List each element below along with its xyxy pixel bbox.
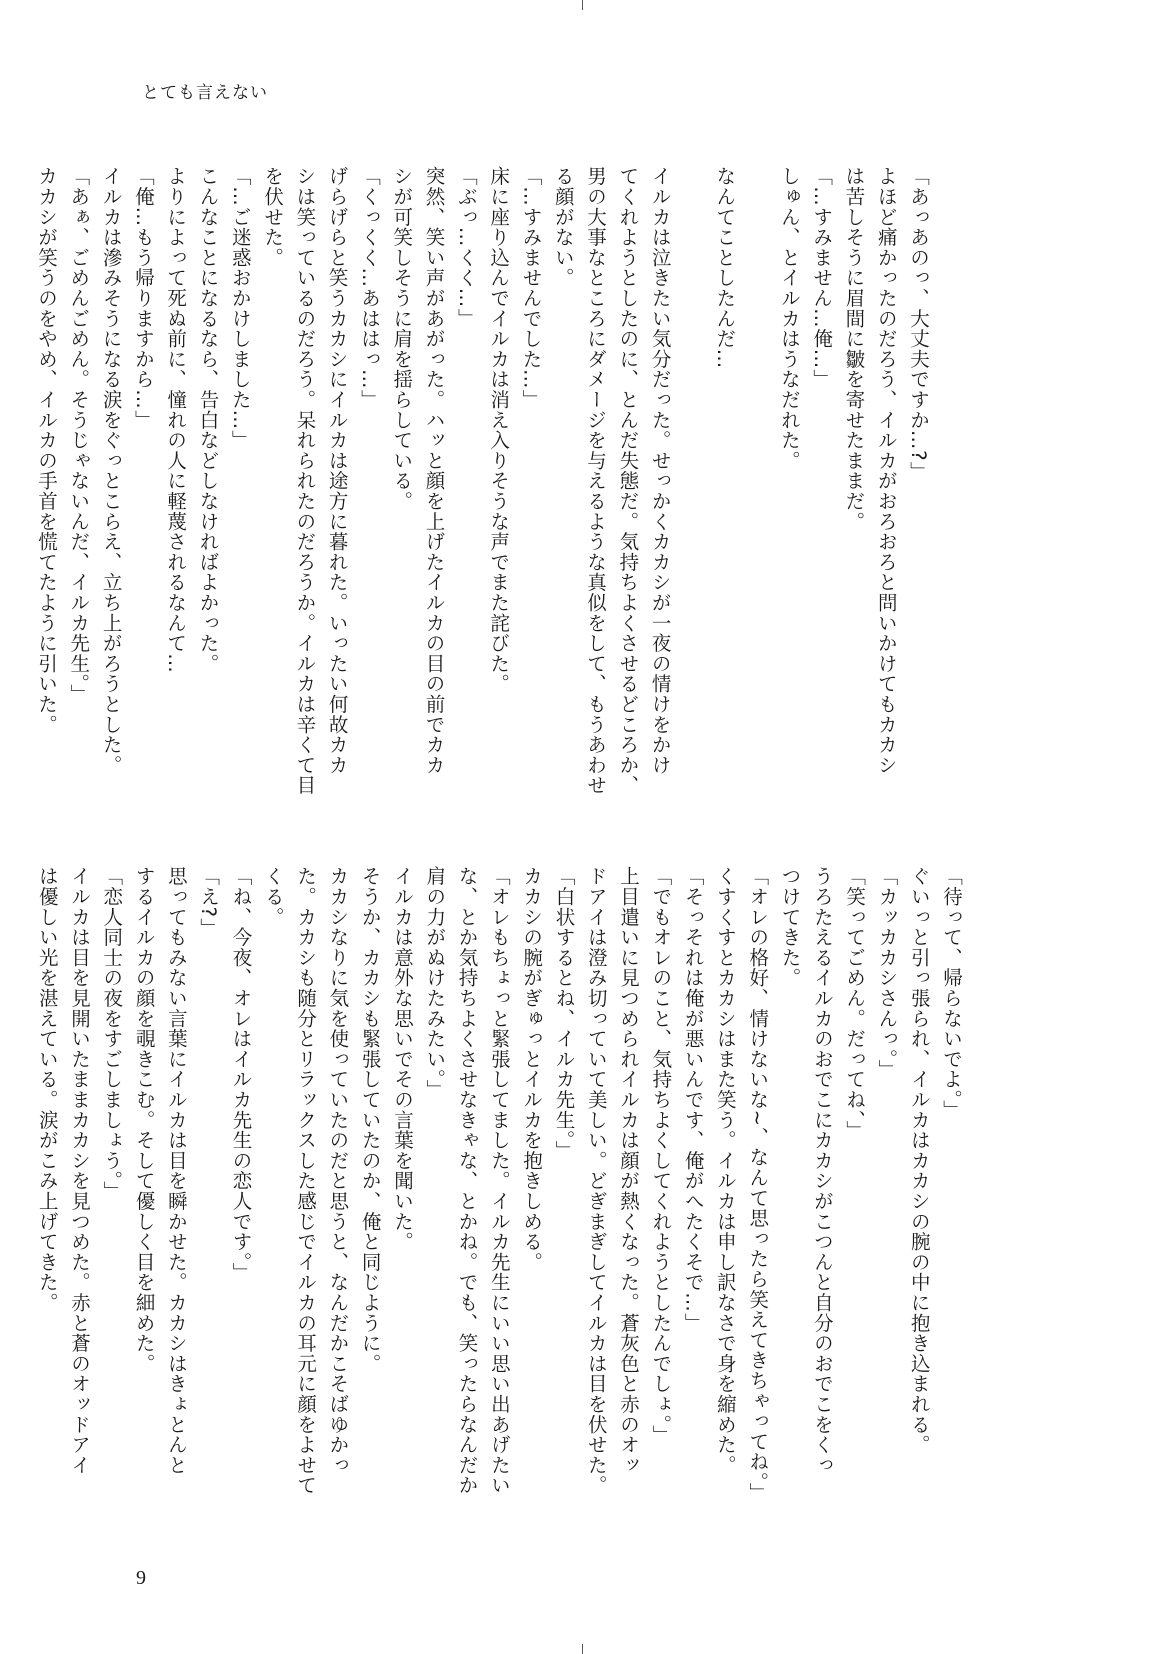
text-line: 「でもオレのこと、気持ちよくしてくれようとしたんでしょ。」 [649, 866, 673, 1445]
text-line: 「え?」 [197, 866, 221, 939]
text-line: 「あぁ、ごめんごめん。そうじゃないんだ、イルカ先生。」 [67, 166, 91, 705]
text-line: くすくすとカカシはまた笑う。イルカは申し訳なさで身を縮めた。 [713, 866, 737, 1475]
text-line: カカシなりに気を使っていたのだと思うと、なんだかこそばゆかっ [326, 866, 350, 1475]
text-line: つけてきた。 [778, 866, 802, 988]
page-number: 9 [136, 1567, 146, 1589]
paragraph-group-bottom [30, 866, 967, 1506]
running-header: とても言えない [142, 83, 268, 103]
text-line: イルカは意外な思いでその言葉を聞いた。 [390, 866, 414, 1252]
text-line: は苦しそうに眉間に皺を寄せたままだ。 [842, 166, 866, 532]
text-line: 「ぶっ…くく…」 [454, 166, 478, 329]
text-line: 「カッカカシさんっ。」 [875, 866, 899, 1080]
text-line: シが可笑しそうに肩を揺らしている。 [390, 166, 414, 512]
text-line: げらげらと笑うカカシにイルカは途方に暮れた。いったい何故カカ [325, 166, 349, 775]
paragraph-group-b [708, 166, 740, 766]
text-line: 「あっあのっ、大丈夫ですか…?」 [907, 166, 930, 482]
text-line: イルカは滲みそうになる涙をぐっとこらえ、立ち上がろうとした。 [99, 166, 123, 775]
text-line: よほど痛かったのだろう、イルカがおろおろと問いかけてもカカシ [874, 166, 898, 775]
text-line: 「笑ってごめん。だってね、」 [843, 866, 867, 1141]
text-line: カカシが笑うのをやめ、イルカの手首を慌てたように引いた。 [34, 166, 58, 735]
text-line: くる。 [261, 866, 285, 927]
text-line: するイルカの顔を覗きこむ。そして優しく目を細めた。 [132, 866, 156, 1374]
crop-mark-bottom [582, 1644, 583, 1654]
text-line: 床に座り込んでイルカは消え入りそうな声でまた詫びた。 [487, 166, 511, 694]
text-line: こんなことになるなら、告白などしなければよかった。 [196, 166, 220, 674]
text-line: 思ってもみない言葉にイルカは目を瞬かせた。カカシはきょとんと [164, 866, 188, 1475]
text-line: 「白状するとね、イルカ先生。」 [552, 866, 576, 1161]
text-line: 肩の力がぬけたみたい。」 [423, 866, 447, 1100]
text-line: よりによって死ぬ前に、憧れの人に軽蔑されるなんて… [164, 166, 188, 674]
text-line: ドアイは澄み切っていて美しい。どぎまぎしてイルカは目を伏せた。 [584, 866, 608, 1496]
text-line: 「俺…もう帰りますから…」 [131, 166, 155, 430]
text-block-top [30, 166, 934, 796]
text-line: る顔がない。 [551, 166, 575, 288]
paragraph-gap [740, 166, 772, 766]
text-line: 「…すみません…俺…」 [810, 166, 834, 390]
text-line: ぐいっと引っ張られ、イルカはカカシの腕の中に抱き込まれる。 [907, 866, 931, 1455]
text-block-bottom [30, 866, 967, 1506]
text-line: 「オレの格好、情けないな~、なんて思ったら笑えてきちゃってね。」 [746, 866, 770, 1503]
text-line: そうか、カカシも緊張していたのか、俺と同じように。 [358, 866, 382, 1374]
text-line: 上目遣いに見つめられイルカは顔が熱くなった。蒼灰色と赤のオッ [617, 866, 641, 1475]
text-line: 男の大事なところにダメージを与えるような真似をして、もうあわせ [584, 166, 608, 796]
text-line: イルカは目を見開いたままカカシを見つめた。赤と蒼のオッドアイ [67, 866, 91, 1475]
text-line: てくれようとしたのに、とんだ失態だ。気持ちよくさせるどころか、 [616, 166, 640, 796]
text-line: 「オレもちょっと緊張してました。イルカ先生にいい思い出あげたい [487, 866, 511, 1496]
text-line: 「そっそれは俺が悪いんです、俺がへたくそで…」 [681, 866, 705, 1333]
text-line: イルカは泣きたい気分だった。せっかくカカシが一夜の情けをかけ [648, 166, 672, 775]
text-line: カカシの腕がぎゅっとイルカを抱きしめる。 [520, 866, 544, 1272]
text-line: なんてことしたんだ… [713, 166, 737, 369]
text-line: は優しい光を湛えている。涙がこみ上げてきた。 [35, 866, 59, 1313]
paragraph-gap [676, 166, 708, 766]
text-line: 「…すみませんでした…」 [519, 166, 543, 410]
paragraph-group-a [773, 166, 934, 775]
text-line: な、とか気持ちよくさせなきゃな、とかね。でも、笑ったらなんだか [455, 866, 479, 1496]
text-line: た。カカシも随分とリラックスした感じでイルカの耳元に顔をよせて [294, 866, 318, 1496]
text-line: うろたえるイルカのおでこにカカシがこつんと自分のおでこをくっ [810, 866, 834, 1475]
text-line: 突然、笑い声があがった。ハッと顔を上げたイルカの目の前でカカ [422, 166, 446, 775]
text-line: しゅん、とイルカはうなだれた。 [777, 166, 801, 471]
text-line: 「待って、帰らないでよ。」 [940, 866, 963, 1121]
text-line: 「ね、今夜、オレはイルカ先生の恋人です。」 [229, 866, 253, 1283]
text-line: 「くっくく…あははっ…」 [357, 166, 381, 410]
text-line: 「恋人同士の夜をすごしましょう。」 [100, 866, 124, 1202]
paragraph-group-c [30, 166, 676, 796]
text-line: シは笑っているのだろう。呆れられたのだろうか。イルカは辛くて目 [293, 166, 317, 796]
text-line: 「…ご迷惑おかけしました…」 [228, 166, 252, 451]
text-line: を伏せた。 [261, 166, 285, 268]
crop-mark-top [582, 0, 583, 10]
